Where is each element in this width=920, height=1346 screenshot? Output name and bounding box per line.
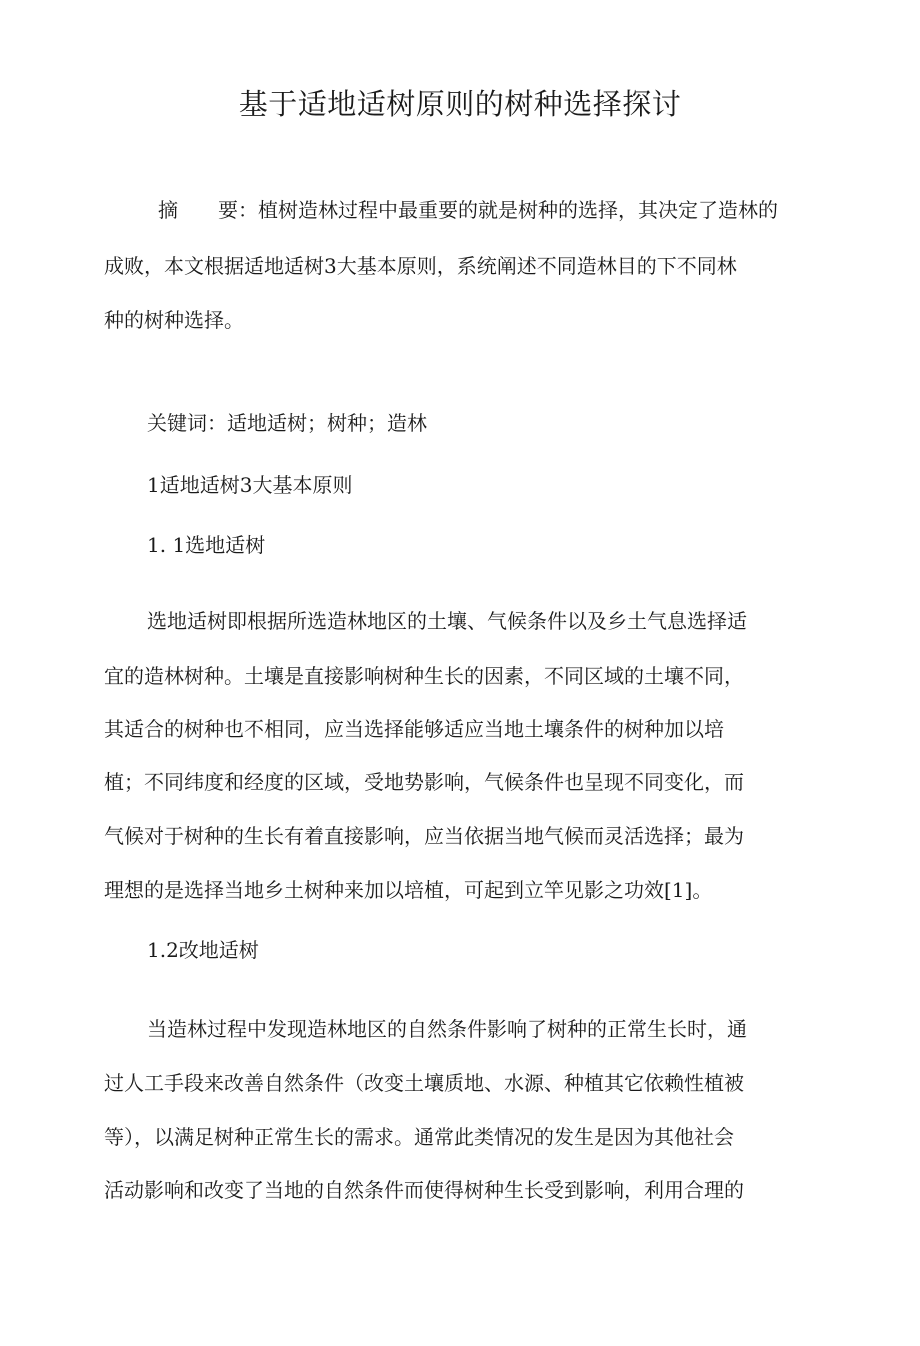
section-1-1-line-6: 理想的是选择当地乡土树种来加以培植，可起到立竿见影之功效[1]。	[104, 878, 713, 902]
abstract-label-char1: 摘	[158, 198, 178, 222]
section-1-1-line-5: 气候对于树种的生长有着直接影响，应当依据当地气候而灵活选择；最为	[104, 824, 744, 848]
section-1-2-line-4: 活动影响和改变了当地的自然条件而使得树种生长受到影响，利用合理的	[104, 1178, 744, 1202]
document-title: 基于适地适树原则的树种选择探讨	[238, 87, 682, 121]
section-1-1-line-4: 植；不同纬度和经度的区域，受地势影响，气候条件也呈现不同变化，而	[104, 770, 744, 794]
abstract-label-char2: 要：	[218, 198, 258, 222]
section-1-2-heading: 1.2改地适树	[147, 938, 259, 962]
abstract-line-1: 植树造林过程中最重要的就是树种的选择，其决定了造林的	[258, 198, 778, 222]
section-1-1-line-1: 选地适树即根据所选造林地区的土壤、气候条件以及乡土气息选择适	[147, 609, 747, 633]
section-1-heading: 1适地适树3大基本原则	[147, 473, 353, 497]
section-1-1-heading: 1. 1选地适树	[147, 533, 266, 557]
section-1-2-line-1: 当造林过程中发现造林地区的自然条件影响了树种的正常生长时，通	[147, 1017, 747, 1041]
section-1-1-line-2: 宜的造林树种。土壤是直接影响树种生长的因素，不同区域的土壤不同，	[104, 664, 744, 688]
abstract-line-3: 种的树种选择。	[104, 308, 244, 332]
section-1-1-line-3: 其适合的树种也不相同，应当选择能够适应当地土壤条件的树种加以培	[104, 717, 724, 741]
section-1-2-line-2: 过人工手段来改善自然条件（改变土壤质地、水源、种植其它依赖性植被	[104, 1071, 744, 1095]
keywords: 关键词：适地适树；树种；造林	[147, 411, 427, 435]
abstract-first-line	[158, 195, 778, 225]
section-1-2-line-3: 等），以满足树种正常生长的需求。通常此类情况的发生是因为其他社会	[104, 1125, 734, 1149]
abstract-line-2: 成败，本文根据适地适树3大基本原则，系统阐述不同造林目的下不同林	[104, 254, 737, 278]
